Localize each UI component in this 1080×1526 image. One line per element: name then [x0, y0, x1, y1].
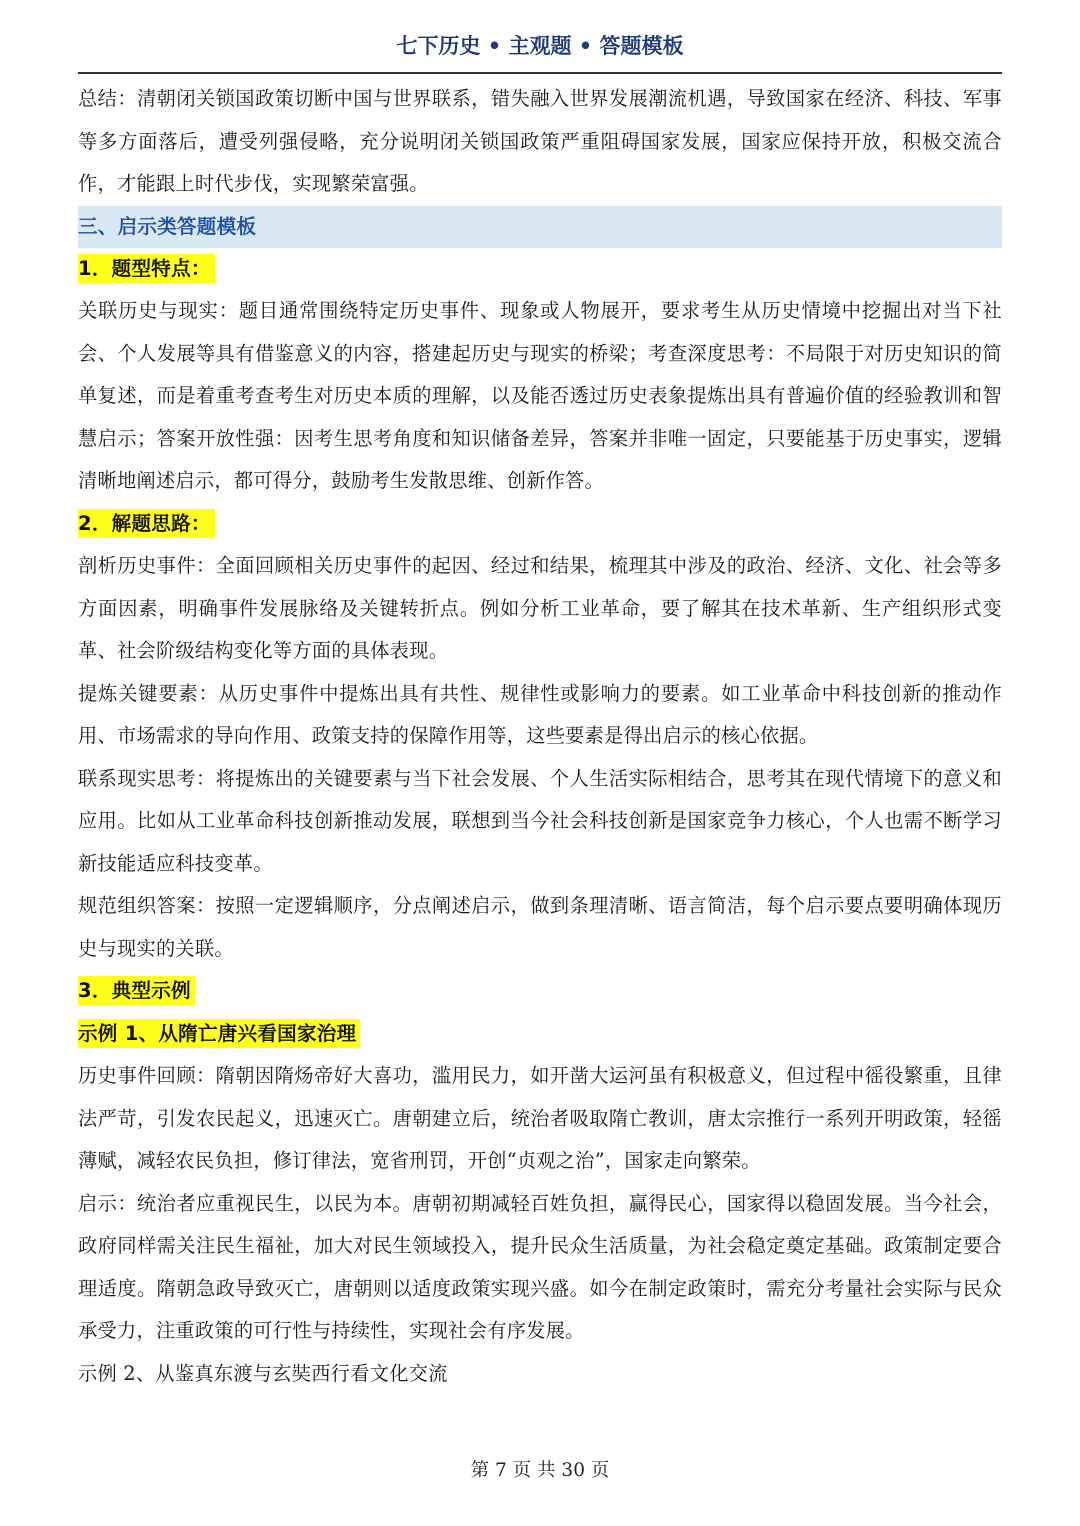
page-content [78, 78, 1002, 1395]
page-footer [0, 1456, 1080, 1482]
example-1-heading [78, 1013, 1002, 1056]
features-paragraph: 关联历史与现实：题目通常围绕特定历史事件、现象或人物展开，要求考生从历史情境中挖掘出对当下社会、个人发展等具有借鉴意义的内容，搭建起历史与现实的桥梁；考查深度思考：不局限于对历史知识的简单复述，而是着重考查考生对历史本质的理解，以及能否透过历史表象提炼出具有普遍价值的经验教训和智慧启示；答案开放性强：因考生思考角度和知识储备差异，答案并非唯一固定，只要能基于历史事实，逻辑清晰地阐述启示，都可得分，鼓励考生发散思维、创新作答。 [78, 299, 1002, 492]
example-2-heading: 示例 2、从鉴真东渡与玄奘西行看文化交流 [78, 1361, 448, 1385]
approach-paragraph-3: 联系现实思考：将提炼出的关键要素与当下社会发展、个人生活实际相结合，思考其在现代情境下的意义和应用。比如从工业革命科技创新推动发展，联想到当今社会科技创新是国家竞争力核心，个人也需不断学习新技能适应科技变革。 [78, 766, 1002, 875]
subheading-approach [78, 503, 1002, 546]
subheading-examples-label: 3．典型示例 [78, 976, 195, 1005]
subheading-approach-label: 2．解题思路： [78, 509, 215, 538]
subheading-features [78, 248, 1002, 291]
subheading-features-label: 1．题型特点： [78, 254, 215, 283]
example-1-insight: 启示：统治者应重视民生，以民为本。唐朝初期减轻百姓负担，赢得民心，国家得以稳固发展。当今社会，政府同样需关注民生福祉，加大对民生领域投入，提升民众生活质量，为社会稳定奠定基础。政策制定要合理适度。隋朝急政导致灭亡，唐朝则以适度政策实现兴盛。如今在制定政策时，需充分考量社会实际与民众承受力，注重政策的可行性与持续性，实现社会有序发展。 [78, 1191, 1002, 1342]
header-title: 七下历史 • 主观题 • 答题模板 [396, 34, 684, 58]
summary-paragraph: 总结：清朝闭关锁国政策切断中国与世界联系，错失融入世界发展潮流机遇，导致国家在经济、科技、军事等多方面落后，遭受列强侵略，充分说明闭关锁国政策严重阻碍国家发展，国家应保持开放，积极交流合作，才能跟上时代步伐，实现繁荣富强。 [78, 87, 1002, 195]
example-1-heading-label: 示例 1、从隋亡唐兴看国家治理 [78, 1019, 360, 1048]
approach-paragraph-1: 剖析历史事件：全面回顾相关历史事件的起因、经过和结果，梳理其中涉及的政治、经济、文化、社会等多方面因素，明确事件发展脉络及关键转折点。例如分析工业革命，要了解其在技术革新、生产组织形式变革、社会阶级结构变化等方面的具体表现。 [78, 554, 1002, 662]
page-header [78, 30, 1002, 74]
approach-paragraph-2: 提炼关键要素：从历史事件中提炼出具有共性、规律性或影响力的要素。如工业革命中科技创新的推动作用、市场需求的导向作用、政策支持的保障作用等，这些要素是得出启示的核心依据。 [78, 681, 1002, 747]
example-1-review: 历史事件回顾：隋朝因隋炀帝好大喜功，滥用民力，如开凿大运河虽有积极意义，但过程中徭役繁重，且律法严苛，引发农民起义，迅速灭亡。唐朝建立后，统治者吸取隋亡教训，唐太宗推行一系列开明政策，轻徭薄赋，减轻农民负担，修订律法，宽省刑罚，开创“贞观之治”，国家走向繁荣。 [78, 1064, 1002, 1172]
approach-paragraph-4: 规范组织答案：按照一定逻辑顺序，分点阐述启示，做到条理清晰、语言简洁，每个启示要点要明确体现历史与现实的关联。 [78, 894, 1002, 960]
page-number: 第 7 页 共 30 页 [470, 1460, 610, 1481]
subheading-examples [78, 970, 1002, 1013]
section-heading: 三、启示类答题模板 [78, 206, 1002, 248]
